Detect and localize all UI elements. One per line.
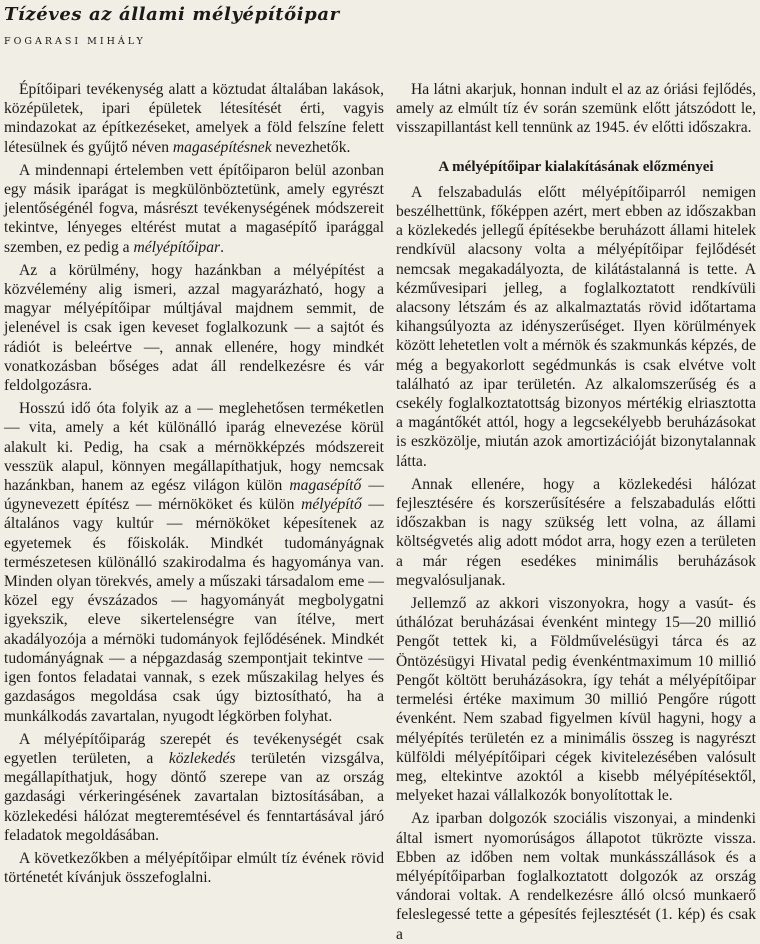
paragraph: Jellemző az akkori viszonyokra, hogy a vasút- és úthálózat beruházásai évenként mintegy 15—20 millió Pengőt tettek ki, a Földművelésügyi tárca és az Öntözésügyi Hivatal pedig évenkéntmaximum 10 millió Pengőt költött beruházásokra, így tehát a mélyépítőipar termelési értéke maximum 30 millió Pengőre rúgott évenként. Nem szabad figyelmen kívül hagyni, hogy a mélyépítés területén ez a minimális összeg is nagyrészt külföldi mélyépítőipari cégek kivitelezésében valósult meg, eltekintve azoktól a kisebb mélyépítésektől, melyeket hazai vállalkozók bonyolítottak le. <box>396 595 756 805</box>
paragraph: Ha látni akarjuk, honnan indult el az az óriási fejlődés, amely az elmúlt tíz év során szemünk előtt játszódott le, visszapillantást kell tennünk az 1945. év előtti időszakra. <box>396 81 756 137</box>
paragraph: Építőipari tevékenység alatt a köztudat általában lakások, középületek, ipari épületek létesítését érti, vagyis mindazokat az építkezéseket, amelyek a föld felszíne felett létesülnek és gyűjtő néven magasépítésnek nevezhetők. <box>4 81 384 156</box>
paragraph: Az iparban dolgozók szociális viszonyai, a mindenki által ismert nyomorúságos állapotot tükrözte vissza. Ebben az időben nem voltak munkásszállások és a mélyépítőiparban foglalkoztatott dolgozók az ország vándorai voltak. A rendelkezésre álló olcsó munkaerő feleslegessé tette a gépesítés fejlesztését (1. kép) és csak a <box>396 810 756 943</box>
emphasized-term: magasépítő <box>289 477 362 495</box>
article-title: Tízéves az állami mélyépítőipar <box>4 4 340 25</box>
paragraph: A következőkben a mélyépítőipar elmúlt tíz évének rövid történetét kívánjuk összefoglalni. <box>4 849 384 887</box>
paragraph: A felszabadulás előtt mélyépítőiparról nemigen beszélhettünk, főképpen azért, mert ebben az időszakban a közlekedés jellegű építésekbe beruházott állami hitelek rendkívül alacsony volta a mélyépítőipar fejlődését nemcsak megakadályozta, de kilátástalanná is tette. A kézművesipari jelleg, a foglalkoztatott rendkívüli alacsony létszám és az alkalmaztatás rövid időtartama kihangsúlyozta az idényszerűséget. Ilyen körülmények között lehetetlen volt a mérnök és szakmunkás képzés, de még a begyakorlott segédmunkás is csak elvétve volt található az ipar területén. Az alkalomszerűség és a csekély foglalkoztatottság bizonyos mértékig elriasztotta a magántőkét attól, hogy a legcsekélyebb beruházásokat is eszközölje, miután azok amortizációját bizonytalannak látta. <box>396 183 756 470</box>
article-author: FOGARASI MIHÁLY <box>4 36 146 47</box>
paragraph: A mélyépítőiparág szerepét és tevékenységét csak egyetlen területen, a közlekedés területén vizsgálva, megállapíthatjuk, hogy döntő szerepe van az ország gazdasági vérkeringésének zavartalan biztosításában, a közlekedési hálózat megteremtésével és fenntartásával járó feladatok megoldásában. <box>4 730 384 844</box>
paragraph: A mindennapi értelemben vett építőiparon belül azonban egy másik iparágat is megkülönböztetünk, amely egyrészt jelentőségénél fogva, másrészt tevékenységének módszereit tekintve, lényeges eltérést mutat a magasépítő iparággal szemben, ez pedig a mélyépítőipar. <box>4 161 384 256</box>
left-column <box>4 80 384 916</box>
emphasized-term: magasépítésnek <box>172 138 272 156</box>
emphasized-term: mélyépítő <box>301 496 362 514</box>
section-heading: A mélyépítőipar kialakításának előzményei <box>438 158 714 175</box>
paragraph: Hosszú idő óta folyik az a — meglehetősen terméketlen — vita, amely a két különálló iparág elnevezése körül alakult ki. Pedig, ha csak a mérnökképzés módszereit vesszük alapul, könnyen megállapíthatjuk, hogy nemcsak hazánkban, hanem az egész világon külön magasépítő — úgynevezett építész — mérnököket és külön mélyépítő — általános vagy kultúr — mérnököket képesítenek az egyetemek és főiskolák. Mindkét tudományágnak természetesen különálló szakirodalma és hagyománya van. Minden olyan törekvés, amely a műszaki társadalom eme — közel egy évszázados — hagyományát megbolygatni igyekszik, eleve sikertelenségre van ítélve, mert akadályozója a mérnöki tudományok fejlődésének. Mindkét tudományágnak — a népgazdaság szempontjait tekintve — igen fontos feladatai vannak, s ezek műszakilag helyes és gazdaságos megoldása csak úgy biztosítható, ha a munkálkodás zavartalan, nyugodt légkörben folyhat. <box>4 400 384 725</box>
right-column <box>396 80 756 943</box>
paragraph: Annak ellenére, hogy a közlekedési hálózat fejlesztésére és korszerűsítésére a felszabadulás előtti időszakban is nagy szükség lett volna, az állami költségvetés alig adott módot arra, hogy ezen a területen a már régen esedékes minimális beruházások megvalósuljanak. <box>396 475 756 589</box>
emphasized-term: közlekedés <box>168 749 236 767</box>
paragraph: Az a körülmény, hogy hazánkban a mélyépítést a közvélemény alig ismeri, azzal magyarázható, hogy a magyar mélyépítőipar múltjával majdnem semmit, de jelenével is csak igen keveset foglalkozunk — a sajtót és rádiót is beleértve —, annak ellenére, hogy mindkét vonatkozásban bőséges adat áll rendelkezésre és vár feldolgozásra. <box>4 261 384 395</box>
emphasized-term: mélyépítőipar <box>133 238 221 256</box>
